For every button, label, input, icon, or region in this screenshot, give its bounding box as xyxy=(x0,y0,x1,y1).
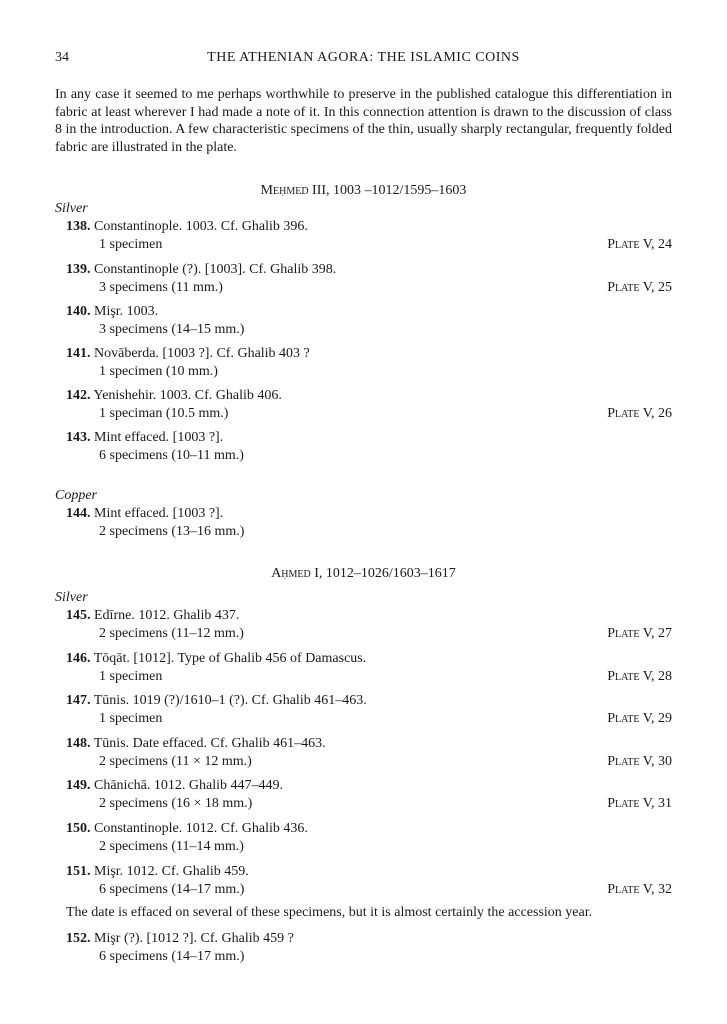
entry-count: 1 specimen (10 mm.) xyxy=(99,363,218,379)
plate-reference: Plate V, 27 xyxy=(607,625,672,641)
entry-description: Mint effaced. [1003 ?]. xyxy=(94,506,224,521)
plate-reference: Plate V, 28 xyxy=(607,668,672,684)
entry-number: 146. xyxy=(66,651,91,666)
entry-count: 6 specimens (14–17 mm.) xyxy=(99,948,245,964)
entry-description: Constantinople (?). [1003]. Cf. Ghalib 398. xyxy=(94,262,337,277)
entry-number: 144. xyxy=(66,506,91,521)
reign-dates: I, 1012–1026/1603–1617 xyxy=(314,566,456,581)
entry-number: 138. xyxy=(66,219,91,234)
catalogue-entry xyxy=(66,650,672,685)
metal-label-silver: Silver xyxy=(55,201,88,216)
plate-reference: Plate V, 26 xyxy=(607,405,672,421)
entry-description: Edīrne. 1012. Ghalib 437. xyxy=(94,608,240,623)
intro-paragraph: In any case it seemed to me perhaps worthwhile to preserve in the published catalogue this differentiation in fabric at least wherever I had made a note of it. In this connection attention is drawn to the discussion of class 8 in the introduction. A few characteristic specimens of the thin, usually sharply rectangular, frequently folded fabric are illustrated in the plate. xyxy=(55,87,672,155)
entry-count: 3 specimens (14–15 mm.) xyxy=(99,321,245,337)
catalogue-entry xyxy=(66,930,672,965)
entry-description: Chānichā. 1012. Ghalib 447–449. xyxy=(94,778,283,793)
entry-count: 1 specimen xyxy=(99,236,163,252)
entry-number: 141. xyxy=(66,346,91,361)
section-title-mehmed xyxy=(55,182,672,200)
ruler-name: Aḥmed xyxy=(271,566,311,581)
entry-description: Mişr. 1003. xyxy=(94,304,159,319)
entry-description: Constantinople. 1012. Cf. Ghalib 436. xyxy=(94,821,308,836)
plate-reference: Plate V, 24 xyxy=(607,236,672,252)
catalogue-entry xyxy=(66,505,672,540)
entry-description: Mişr (?). [1012 ?]. Cf. Ghalib 459 ? xyxy=(94,931,294,946)
catalogue-entry xyxy=(66,218,672,253)
entry-number: 152. xyxy=(66,931,91,946)
catalogue-entry xyxy=(66,429,672,464)
catalogue-entry xyxy=(66,735,672,770)
ruler-name: Meḥmed xyxy=(260,183,309,198)
entry-description: Tūnis. 1019 (?)/1610–1 (?). Cf. Ghalib 461–463. xyxy=(93,693,367,708)
entry-count: 2 specimens (16 × 18 mm.) xyxy=(99,795,253,811)
catalogue-entry xyxy=(66,345,672,380)
entry-description: Tūnis. Date effaced. Cf. Ghalib 461–463. xyxy=(93,736,326,751)
entry-count: 2 specimens (13–16 mm.) xyxy=(99,523,245,539)
entry-count: 6 specimens (10–11 mm.) xyxy=(99,447,244,463)
catalogue-entry xyxy=(66,303,672,338)
entry-count: 1 speciman (10.5 mm.) xyxy=(99,405,229,421)
catalogue-entry xyxy=(66,820,672,855)
entry-note: The date is effaced on several of these specimens, but it is almost certainly the accession year. xyxy=(66,905,593,920)
page-header xyxy=(55,49,672,69)
entry-description: Mişr. 1012. Cf. Ghalib 459. xyxy=(94,864,249,879)
entry-number: 150. xyxy=(66,821,91,836)
metal-label-silver: Silver xyxy=(55,590,88,605)
entry-description: Mint effaced. [1003 ?]. xyxy=(94,430,224,445)
entry-count: 3 specimens (11 mm.) xyxy=(99,279,223,295)
entry-number: 139. xyxy=(66,262,91,277)
catalogue-entry xyxy=(66,777,672,812)
running-title: THE ATHENIAN AGORA: THE ISLAMIC COINS xyxy=(207,50,520,65)
catalogue-entry xyxy=(66,863,672,898)
entry-count: 6 specimens (14–17 mm.) xyxy=(99,881,245,897)
entry-count: 2 specimens (11–12 mm.) xyxy=(99,625,244,641)
entry-description: Yenishehir. 1003. Cf. Ghalib 406. xyxy=(93,388,282,403)
entry-number: 140. xyxy=(66,304,91,319)
entry-number: 148. xyxy=(66,736,91,751)
plate-reference: Plate V, 32 xyxy=(607,881,672,897)
page-number: 34 xyxy=(55,50,69,65)
entry-number: 145. xyxy=(66,608,91,623)
entry-description: Tōqāt. [1012]. Type of Ghalib 456 of Damascus. xyxy=(93,651,367,666)
reign-dates: III, 1003 –1012/1595–1603 xyxy=(312,183,467,198)
entry-number: 142. xyxy=(66,388,91,403)
entry-count: 1 specimen xyxy=(99,710,163,726)
plate-reference: Plate V, 30 xyxy=(607,753,672,769)
entry-count: 1 specimen xyxy=(99,668,163,684)
section-title-ahmed xyxy=(55,565,672,583)
entry-number: 151. xyxy=(66,864,91,879)
plate-reference: Plate V, 29 xyxy=(607,710,672,726)
plate-reference: Plate V, 31 xyxy=(607,795,672,811)
catalogue-entry xyxy=(66,692,672,727)
entry-count: 2 specimens (11–14 mm.) xyxy=(99,838,244,854)
entry-number: 147. xyxy=(66,693,91,708)
catalogue-entry xyxy=(66,387,672,422)
plate-reference: Plate V, 25 xyxy=(607,279,672,295)
entry-number: 149. xyxy=(66,778,91,793)
entry-count: 2 specimens (11 × 12 mm.) xyxy=(99,753,252,769)
metal-label-copper: Copper xyxy=(55,488,97,503)
entry-description: Constantinople. 1003. Cf. Ghalib 396. xyxy=(94,219,308,234)
entry-description: Novāberda. [1003 ?]. Cf. Ghalib 403 ? xyxy=(94,346,310,361)
catalogue-entry xyxy=(66,261,672,296)
entry-number: 143. xyxy=(66,430,91,445)
catalogue-entry xyxy=(66,607,672,642)
